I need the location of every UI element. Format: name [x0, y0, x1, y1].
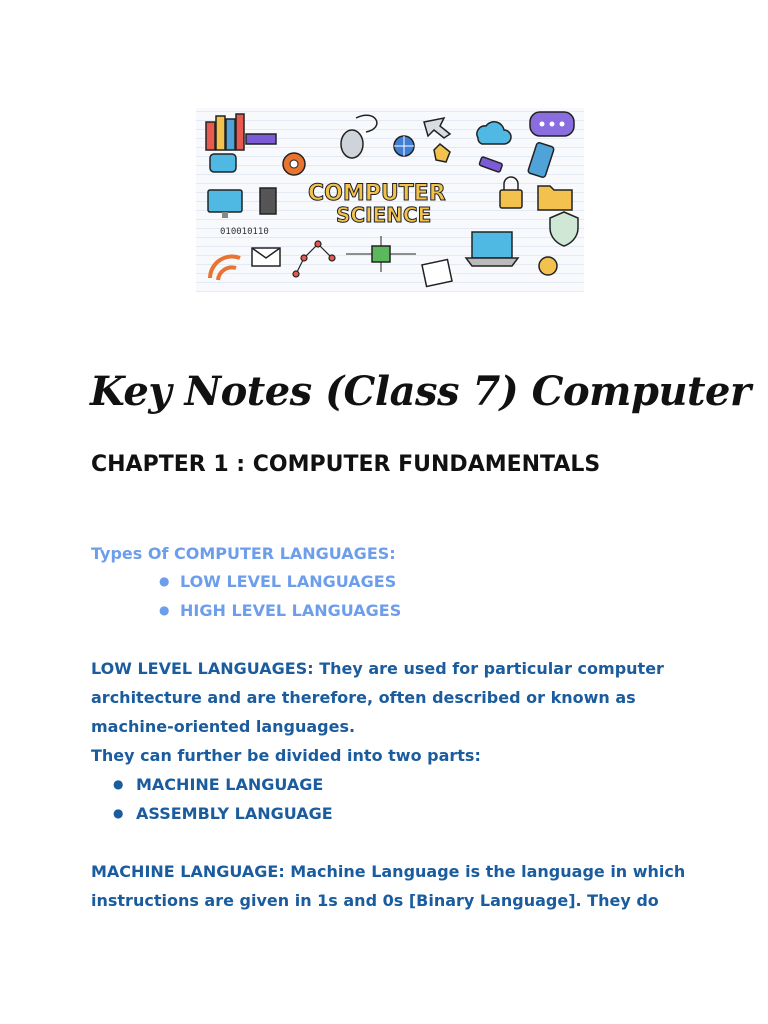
network-icon — [293, 241, 335, 277]
paragraph-line: LOW LEVEL LANGUAGES: They are used for particular computer — [91, 659, 664, 678]
bullet-icon: ● — [113, 777, 124, 791]
list-item: MACHINE LANGUAGE — [136, 775, 324, 794]
folder-icon — [538, 186, 572, 210]
laptop-icon — [466, 232, 518, 266]
paragraph-line: machine-oriented languages. — [91, 717, 356, 736]
types-heading: Types Of COMPUTER LANGUAGES: — [91, 544, 396, 563]
banner-text-computer: COMPUTER — [308, 181, 446, 206]
computer-science-banner — [196, 108, 584, 292]
hand-pointer-icon — [434, 144, 450, 162]
banner-text-science: SCIENCE — [336, 203, 432, 227]
list-item: HIGH LEVEL LANGUAGES — [180, 601, 402, 620]
light-bulb-icon — [539, 257, 557, 275]
banner-illustration — [196, 108, 584, 292]
mouse-icon — [341, 115, 377, 158]
lock-icon — [500, 177, 522, 208]
cloud-icon — [477, 122, 511, 144]
computer-tower-icon — [260, 188, 276, 214]
globe-icon — [394, 136, 414, 156]
bullet-icon: ● — [159, 574, 170, 588]
list-item: ASSEMBLY LANGUAGE — [136, 804, 333, 823]
list-item: LOW LEVEL LANGUAGES — [180, 572, 397, 591]
usb-icon — [479, 156, 503, 172]
page-title: Key Notes (Class 7) Computer — [90, 368, 751, 415]
phone-icon — [527, 142, 554, 178]
paragraph-line: instructions are given in 1s and 0s [Binary Language]. They do — [91, 891, 659, 910]
paragraph-line: MACHINE LANGUAGE: Machine Language is the language in which — [91, 862, 686, 881]
binary-text: 010010110 — [220, 227, 269, 237]
bullet-icon: ● — [113, 806, 124, 820]
database-icon — [210, 154, 236, 172]
wifi-icon — [210, 256, 240, 280]
chapter-heading: CHAPTER 1 : COMPUTER FUNDAMENTALS — [91, 452, 601, 477]
books-icon — [206, 114, 276, 150]
paragraph-line: architecture and are therefore, often described or known as — [91, 688, 636, 707]
monitor-icon — [208, 190, 242, 218]
cursor-icon — [424, 118, 450, 138]
gear-icon — [283, 153, 305, 175]
documents-icon — [422, 260, 452, 287]
shield-icon — [550, 212, 578, 246]
envelope-icon — [252, 248, 280, 266]
bullet-icon: ● — [159, 603, 170, 617]
chip-icon — [346, 236, 416, 272]
paragraph-line: They can further be divided into two parts: — [91, 746, 481, 765]
chat-bubble-icon — [530, 112, 574, 136]
